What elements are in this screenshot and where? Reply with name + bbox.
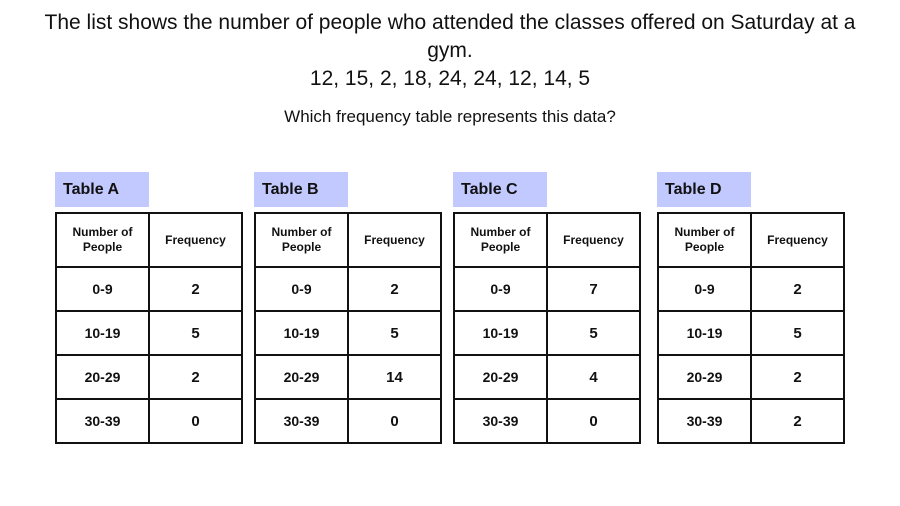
table-a-block[interactable] [55,172,243,444]
header-col1-line2: People [480,240,521,254]
table-header-row [454,213,640,267]
range-cell: 0-9 [658,267,751,311]
table-row [255,355,441,399]
table-b [254,212,442,444]
header-col1-line2: People [281,240,322,254]
table-row [255,399,441,443]
frequency-cell: 14 [348,355,441,399]
table-row [56,267,242,311]
frequency-cell: 0 [348,399,441,443]
frequency-cell: 2 [149,355,242,399]
table-header-row [56,213,242,267]
range-cell: 0-9 [454,267,547,311]
question-line-1: The list shows the number of people who attended the classes offered on Saturday at a [44,11,856,34]
table-row [658,267,844,311]
header-frequency: Frequency [149,213,242,267]
frequency-cell: 2 [751,399,844,443]
table-c-block[interactable] [453,172,641,444]
frequency-cell: 2 [348,267,441,311]
header-col1-line1: Number of [271,225,332,239]
header-col1-line1: Number of [470,225,531,239]
table-a [55,212,243,444]
table-row [454,355,640,399]
range-cell: 30-39 [255,399,348,443]
table-c [453,212,641,444]
header-col1-line2: People [684,240,725,254]
frequency-cell: 0 [547,399,640,443]
table-c-label: Table C [453,172,547,207]
range-cell: 20-29 [658,355,751,399]
range-cell: 20-29 [454,355,547,399]
question-text [0,9,900,93]
range-cell: 30-39 [454,399,547,443]
frequency-cell: 0 [149,399,242,443]
header-col1-line2: People [82,240,123,254]
frequency-cell: 4 [547,355,640,399]
range-cell: 20-29 [56,355,149,399]
frequency-cell: 5 [348,311,441,355]
range-cell: 10-19 [255,311,348,355]
table-a-label: Table A [55,172,149,207]
header-col1-line1: Number of [674,225,735,239]
table-row [454,267,640,311]
table-row [454,311,640,355]
range-cell: 30-39 [658,399,751,443]
range-cell: 10-19 [56,311,149,355]
frequency-cell: 2 [149,267,242,311]
frequency-cell: 5 [751,311,844,355]
range-cell: 10-19 [658,311,751,355]
table-row [658,311,844,355]
range-cell: 20-29 [255,355,348,399]
prompt-text: Which frequency table represents this data? [284,107,616,126]
table-row [56,311,242,355]
table-b-block[interactable] [254,172,442,444]
frequency-cell: 5 [149,311,242,355]
table-row [255,311,441,355]
data-list: 12, 15, 2, 18, 24, 24, 12, 14, 5 [309,67,591,90]
table-header-row [658,213,844,267]
table-row [454,399,640,443]
question-line-2: gym. [427,39,473,62]
table-row [658,399,844,443]
range-cell: 10-19 [454,311,547,355]
range-cell: 0-9 [255,267,348,311]
header-frequency: Frequency [751,213,844,267]
table-d-block[interactable] [657,172,845,444]
frequency-cell: 2 [751,267,844,311]
frequency-cell: 5 [547,311,640,355]
header-col1-line1: Number of [72,225,133,239]
table-row [658,355,844,399]
frequency-cell: 2 [751,355,844,399]
range-cell: 0-9 [56,267,149,311]
header-number-of-people [255,213,348,267]
header-frequency: Frequency [348,213,441,267]
range-cell: 30-39 [56,399,149,443]
header-frequency: Frequency [547,213,640,267]
table-d [657,212,845,444]
table-row [255,267,441,311]
table-header-row [255,213,441,267]
table-row [56,399,242,443]
header-number-of-people [56,213,149,267]
table-b-label: Table B [254,172,348,207]
header-number-of-people [454,213,547,267]
header-number-of-people [658,213,751,267]
table-row [56,355,242,399]
table-d-label: Table D [657,172,751,207]
frequency-cell: 7 [547,267,640,311]
